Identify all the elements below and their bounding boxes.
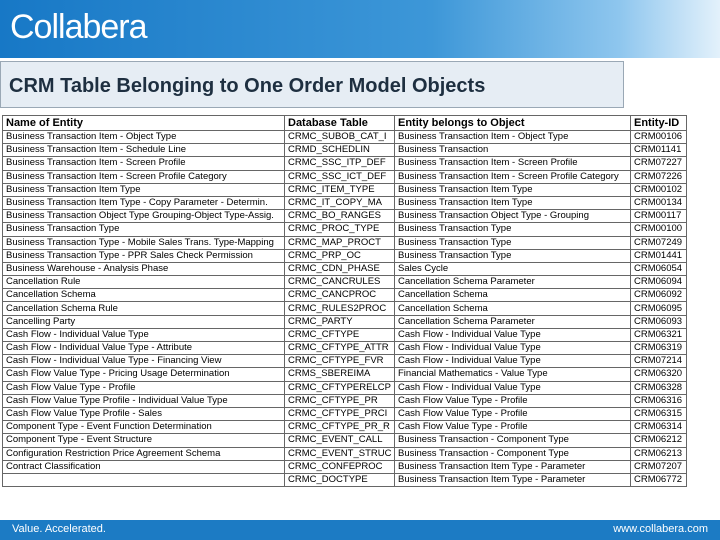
cell-database-table: CRMC_SSC_ITP_DEF — [285, 157, 395, 170]
cell-database-table: CRMC_PARTY — [285, 315, 395, 328]
cell-belongs-to: Cash Flow Value Type - Profile — [395, 407, 631, 420]
cell-belongs-to: Cash Flow - Individual Value Type — [395, 381, 631, 394]
table-row — [3, 144, 687, 157]
table-row — [3, 196, 687, 209]
cell-belongs-to: Cash Flow - Individual Value Type — [395, 342, 631, 355]
cell-belongs-to: Cash Flow Value Type - Profile — [395, 421, 631, 434]
table-header-row — [3, 116, 687, 131]
cell-entity-name: Cancellation Schema Rule — [3, 302, 285, 315]
cell-entity-name: Business Transaction Object Type Grouping-Object Type-Assig. — [3, 210, 285, 223]
cell-entity-id: CRM06095 — [631, 302, 687, 315]
cell-belongs-to: Business Transaction - Component Type — [395, 434, 631, 447]
cell-belongs-to: Cash Flow - Individual Value Type — [395, 355, 631, 368]
cell-entity-name: Business Transaction Item Type - Copy Parameter - Determin. — [3, 196, 285, 209]
cell-entity-id: CRM06213 — [631, 447, 687, 460]
table-row — [3, 355, 687, 368]
table-row — [3, 434, 687, 447]
table-row — [3, 381, 687, 394]
table-row — [3, 447, 687, 460]
cell-database-table: CRMC_CANCRULES — [285, 276, 395, 289]
cell-entity-id: CRM00106 — [631, 131, 687, 144]
title-bar — [0, 61, 624, 108]
cell-belongs-to: Business Transaction Object Type - Grouping — [395, 210, 631, 223]
cell-belongs-to: Business Transaction Type — [395, 249, 631, 262]
cell-belongs-to: Cancellation Schema Parameter — [395, 276, 631, 289]
table-row — [3, 249, 687, 262]
table-row — [3, 460, 687, 473]
cell-entity-id: CRM06772 — [631, 473, 687, 486]
cell-database-table: CRMC_CFTYPE_FVR — [285, 355, 395, 368]
cell-database-table: CRMC_CFTYPERELCP — [285, 381, 395, 394]
cell-belongs-to: Cancellation Schema — [395, 289, 631, 302]
cell-entity-name: Cash Flow Value Type - Profile — [3, 381, 285, 394]
cell-entity-id: CRM06212 — [631, 434, 687, 447]
cell-belongs-to: Business Transaction Type — [395, 223, 631, 236]
cell-belongs-to: Business Transaction Item Type — [395, 196, 631, 209]
cell-database-table: CRMC_CANCPROC — [285, 289, 395, 302]
table-row — [3, 302, 687, 315]
cell-belongs-to: Cash Flow Value Type - Profile — [395, 394, 631, 407]
column-header: Entity belongs to Object — [395, 116, 631, 131]
table-row — [3, 328, 687, 341]
cell-entity-id: CRM06319 — [631, 342, 687, 355]
table-row — [3, 421, 687, 434]
table-row — [3, 315, 687, 328]
table-row — [3, 289, 687, 302]
cell-entity-id: CRM00134 — [631, 196, 687, 209]
cell-entity-id: CRM06094 — [631, 276, 687, 289]
table-row — [3, 368, 687, 381]
footer-url[interactable]: www.collabera.com — [613, 523, 708, 535]
cell-database-table: CRMS_SBEREIMA — [285, 368, 395, 381]
cell-database-table: CRMD_SCHEDLIN — [285, 144, 395, 157]
cell-entity-id: CRM00117 — [631, 210, 687, 223]
cell-entity-name: Cash Flow Value Type Profile - Sales — [3, 407, 285, 420]
cell-entity-name: Component Type - Event Function Determination — [3, 421, 285, 434]
cell-belongs-to: Cancellation Schema Parameter — [395, 315, 631, 328]
entity-table — [2, 115, 687, 487]
cell-database-table: CRMC_SUBOB_CAT_I — [285, 131, 395, 144]
collabera-logo: Collabera — [10, 8, 147, 46]
cell-database-table: CRMC_DOCTYPE — [285, 473, 395, 486]
table-row — [3, 131, 687, 144]
cell-entity-id: CRM06315 — [631, 407, 687, 420]
cell-belongs-to: Business Transaction Item - Screen Profile — [395, 157, 631, 170]
table-row — [3, 223, 687, 236]
cell-entity-id: CRM06320 — [631, 368, 687, 381]
cell-database-table: CRMC_MAP_PROCT — [285, 236, 395, 249]
cell-entity-id: CRM06092 — [631, 289, 687, 302]
table-row — [3, 394, 687, 407]
cell-database-table: CRMC_CONFEPROC — [285, 460, 395, 473]
cell-entity-name: Business Transaction Item - Screen Profile Category — [3, 170, 285, 183]
footer-tagline: Value. Accelerated. — [12, 523, 106, 535]
cell-entity-name: Configuration Restriction Price Agreement Schema — [3, 447, 285, 460]
cell-entity-name: Business Transaction Type — [3, 223, 285, 236]
cell-entity-id: CRM06328 — [631, 381, 687, 394]
cell-entity-id: CRM07226 — [631, 170, 687, 183]
entity-table-container — [2, 115, 686, 487]
cell-entity-id: CRM06093 — [631, 315, 687, 328]
table-row — [3, 262, 687, 275]
cell-database-table: CRMC_SSC_ICT_DEF — [285, 170, 395, 183]
cell-belongs-to: Cancellation Schema — [395, 302, 631, 315]
cell-entity-id: CRM01441 — [631, 249, 687, 262]
cell-entity-name: Cancelling Party — [3, 315, 285, 328]
cell-entity-id: CRM01141 — [631, 144, 687, 157]
cell-database-table: CRMC_CFTYPE_PRCI — [285, 407, 395, 420]
cell-belongs-to: Cash Flow - Individual Value Type — [395, 328, 631, 341]
cell-database-table: CRMC_CFTYPE_ATTR — [285, 342, 395, 355]
cell-belongs-to: Business Transaction — [395, 144, 631, 157]
table-row — [3, 342, 687, 355]
cell-database-table: CRMC_CFTYPE_PR — [285, 394, 395, 407]
cell-belongs-to: Business Transaction Item - Screen Profile Category — [395, 170, 631, 183]
cell-entity-name: Business Warehouse - Analysis Phase — [3, 262, 285, 275]
cell-belongs-to: Financial Mathematics - Value Type — [395, 368, 631, 381]
cell-database-table: CRMC_ITEM_TYPE — [285, 183, 395, 196]
table-row — [3, 407, 687, 420]
column-header: Name of Entity — [3, 116, 285, 131]
cell-belongs-to: Business Transaction Item Type — [395, 183, 631, 196]
cell-entity-name: Cash Flow - Individual Value Type — [3, 328, 285, 341]
table-row — [3, 276, 687, 289]
cell-belongs-to: Business Transaction Item - Object Type — [395, 131, 631, 144]
cell-entity-name: Cancellation Schema — [3, 289, 285, 302]
table-row — [3, 473, 687, 486]
cell-belongs-to: Business Transaction Type — [395, 236, 631, 249]
header-banner — [0, 0, 720, 58]
cell-entity-name: Component Type - Event Structure — [3, 434, 285, 447]
cell-entity-id: CRM06314 — [631, 421, 687, 434]
cell-database-table: CRMC_EVENT_STRUC — [285, 447, 395, 460]
footer-bar — [0, 520, 720, 540]
cell-entity-id: CRM06321 — [631, 328, 687, 341]
cell-entity-id: CRM07207 — [631, 460, 687, 473]
cell-belongs-to: Business Transaction Item Type - Parameter — [395, 473, 631, 486]
cell-entity-id: CRM00102 — [631, 183, 687, 196]
cell-entity-name: Cash Flow Value Type - Pricing Usage Determination — [3, 368, 285, 381]
cell-database-table: CRMC_RULES2PROC — [285, 302, 395, 315]
cell-entity-name: Cash Flow - Individual Value Type - Financing View — [3, 355, 285, 368]
cell-entity-name: Contract Classification — [3, 460, 285, 473]
cell-entity-name: Cancellation Rule — [3, 276, 285, 289]
column-header: Database Table — [285, 116, 395, 131]
cell-entity-name: Business Transaction Type - Mobile Sales Trans. Type-Mapping — [3, 236, 285, 249]
table-row — [3, 210, 687, 223]
table-row — [3, 236, 687, 249]
cell-database-table: CRMC_CFTYPE_PR_R — [285, 421, 395, 434]
cell-entity-name: Business Transaction Item - Screen Profile — [3, 157, 285, 170]
cell-database-table: CRMC_IT_COPY_MA — [285, 196, 395, 209]
table-row — [3, 170, 687, 183]
cell-database-table: CRMC_CFTYPE — [285, 328, 395, 341]
cell-belongs-to: Business Transaction - Component Type — [395, 447, 631, 460]
cell-entity-id: CRM07214 — [631, 355, 687, 368]
cell-entity-name: Business Transaction Type - PPR Sales Check Permission — [3, 249, 285, 262]
cell-database-table: CRMC_CDN_PHASE — [285, 262, 395, 275]
cell-database-table: CRMC_PRP_OC — [285, 249, 395, 262]
cell-database-table: CRMC_EVENT_CALL — [285, 434, 395, 447]
cell-entity-id: CRM06054 — [631, 262, 687, 275]
slide-title: CRM Table Belonging to One Order Model Objects — [9, 75, 486, 97]
column-header: Entity-ID — [631, 116, 687, 131]
cell-entity-id: CRM06316 — [631, 394, 687, 407]
cell-entity-id: CRM07249 — [631, 236, 687, 249]
cell-database-table: CRMC_PROC_TYPE — [285, 223, 395, 236]
cell-entity-name — [3, 473, 285, 486]
cell-entity-id: CRM00100 — [631, 223, 687, 236]
cell-database-table: CRMC_BO_RANGES — [285, 210, 395, 223]
cell-entity-name: Business Transaction Item Type — [3, 183, 285, 196]
cell-entity-name: Cash Flow - Individual Value Type - Attribute — [3, 342, 285, 355]
table-body — [3, 131, 687, 487]
cell-entity-name: Business Transaction Item - Object Type — [3, 131, 285, 144]
cell-entity-name: Business Transaction Item - Schedule Line — [3, 144, 285, 157]
table-row — [3, 183, 687, 196]
cell-belongs-to: Business Transaction Item Type - Parameter — [395, 460, 631, 473]
cell-entity-name: Cash Flow Value Type Profile - Individual Value Type — [3, 394, 285, 407]
table-row — [3, 157, 687, 170]
cell-belongs-to: Sales Cycle — [395, 262, 631, 275]
cell-entity-id: CRM07227 — [631, 157, 687, 170]
